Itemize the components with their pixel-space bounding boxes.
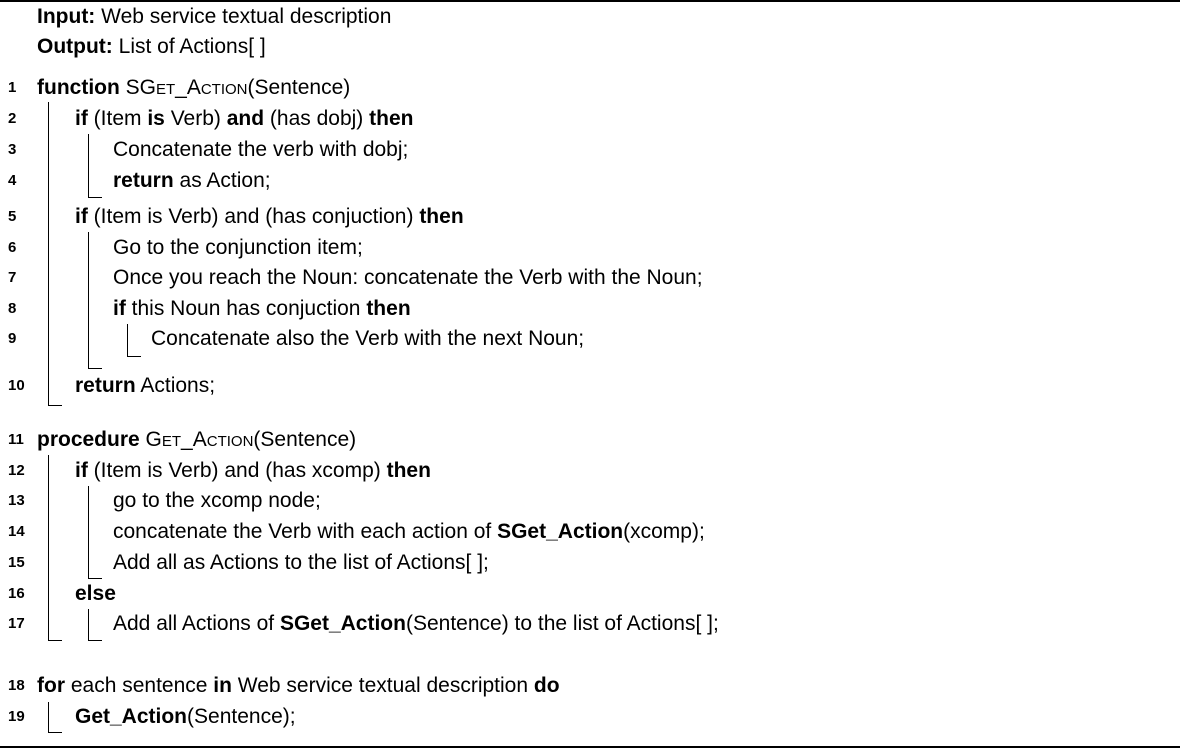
bottom-rule	[0, 746, 1180, 748]
line-code	[113, 166, 271, 196]
block-guide-bar	[88, 486, 89, 578]
line-code	[151, 324, 584, 354]
block-guide-bar	[48, 102, 49, 405]
line-code	[75, 202, 464, 232]
block-guide-bar	[127, 324, 128, 356]
keyword: if	[113, 297, 126, 320]
code-text: Add all as Actions to the list of Actions[ ];	[113, 551, 489, 574]
keyword: for	[37, 674, 65, 697]
line-number: 7	[8, 269, 17, 286]
line-number: 1	[8, 79, 17, 96]
line-code	[113, 548, 489, 578]
keyword: then	[419, 205, 464, 228]
input-line	[37, 2, 391, 32]
code-text: each sentence	[65, 674, 214, 697]
line-number: 12	[8, 462, 25, 479]
block-guide-bar	[88, 232, 89, 368]
line-code	[37, 73, 350, 103]
block-guide-tick	[48, 732, 62, 733]
code-text: (Sentence);	[187, 705, 296, 728]
line-number: 18	[8, 677, 25, 694]
code-text: (Sentence)	[253, 428, 357, 451]
code-text: (Sentence)	[247, 76, 351, 99]
line-code	[75, 702, 296, 732]
keyword: then	[366, 297, 411, 320]
code-text: (Sentence) to the list of Actions[ ];	[405, 612, 719, 635]
block-guide-bar	[48, 455, 49, 640]
output-label: Output:	[37, 35, 113, 58]
line-number: 6	[8, 239, 17, 256]
code-text: as Action;	[173, 169, 271, 192]
keyword: if	[75, 205, 88, 228]
code-text: Get_Action	[145, 428, 254, 451]
line-code	[75, 371, 215, 401]
line-number: 8	[8, 300, 17, 317]
code-text: (Item	[87, 107, 148, 130]
code-text: SGet_Action	[125, 76, 248, 99]
line-number: 3	[8, 141, 17, 158]
keyword: SGet_Action	[279, 612, 406, 635]
code-text: (xcomp);	[623, 520, 705, 543]
block-guide-tick	[127, 356, 141, 357]
line-number: 4	[8, 172, 17, 189]
line-number: 2	[8, 110, 17, 127]
code-text: concatenate the Verb with each action of	[113, 520, 498, 543]
code-text: Add all Actions of	[113, 612, 280, 635]
code-text: (has dobj)	[264, 107, 370, 130]
line-code	[113, 135, 408, 165]
keyword: SGet_Action	[497, 520, 624, 543]
code-text: Verb)	[164, 107, 227, 130]
keyword: and	[226, 107, 265, 130]
code-text: (Item is Verb) and (has conjuction)	[87, 205, 420, 228]
keyword: return	[75, 374, 136, 397]
block-guide-tick	[88, 578, 102, 579]
block-guide-bar	[48, 702, 49, 732]
line-code	[113, 263, 703, 293]
block-guide-tick	[48, 640, 62, 641]
keyword: else	[75, 582, 116, 605]
code-text: Concatenate also the Verb with the next Noun;	[151, 327, 585, 350]
line-number: 19	[8, 708, 25, 725]
output-line	[37, 32, 266, 62]
code-text: this Noun has conjuction	[125, 297, 367, 320]
code-text: Go to the conjunction item;	[113, 236, 363, 259]
input-text: Web service textual description	[101, 5, 392, 28]
keyword: do	[533, 674, 560, 697]
keyword: return	[113, 169, 174, 192]
line-code	[113, 294, 411, 324]
keyword: then	[369, 107, 414, 130]
keyword: then	[386, 459, 431, 482]
line-code	[75, 579, 116, 609]
keyword: function	[37, 76, 120, 99]
keyword: if	[75, 459, 88, 482]
line-code	[37, 425, 356, 455]
code-text: Once you reach the Noun: concatenate the Verb with the Noun;	[113, 266, 703, 289]
input-label: Input:	[37, 5, 96, 28]
keyword: is	[147, 107, 165, 130]
line-code	[113, 486, 321, 516]
line-number: 14	[8, 523, 25, 540]
output-text: List of Actions[ ]	[118, 35, 266, 58]
line-number: 9	[8, 330, 17, 347]
line-code	[113, 609, 719, 639]
line-number: 15	[8, 554, 25, 571]
block-guide-bar	[88, 134, 89, 197]
keyword: Get_Action	[75, 705, 188, 728]
line-code	[37, 671, 560, 701]
block-guide-bar	[88, 609, 89, 640]
line-number: 16	[8, 585, 25, 602]
keyword: in	[213, 674, 232, 697]
line-code	[113, 233, 363, 263]
line-number: 13	[8, 492, 25, 509]
block-guide-tick	[48, 405, 62, 406]
block-guide-tick	[88, 640, 102, 641]
code-text: go to the xcomp node;	[113, 489, 321, 512]
keyword: if	[75, 107, 88, 130]
code-text: Concatenate the verb with dobj;	[113, 138, 409, 161]
line-number: 10	[8, 377, 25, 394]
block-guide-tick	[88, 368, 102, 369]
block-guide-tick	[88, 197, 102, 198]
code-text: (Item is Verb) and (has xcomp)	[87, 459, 387, 482]
line-code	[113, 517, 705, 547]
keyword: procedure	[37, 428, 140, 451]
line-number: 5	[8, 208, 17, 225]
line-code	[75, 104, 413, 134]
code-text: Actions;	[135, 374, 216, 397]
line-number: 11	[8, 431, 24, 448]
line-code	[75, 456, 431, 486]
line-number: 17	[8, 615, 25, 632]
code-text: Web service textual description	[231, 674, 534, 697]
